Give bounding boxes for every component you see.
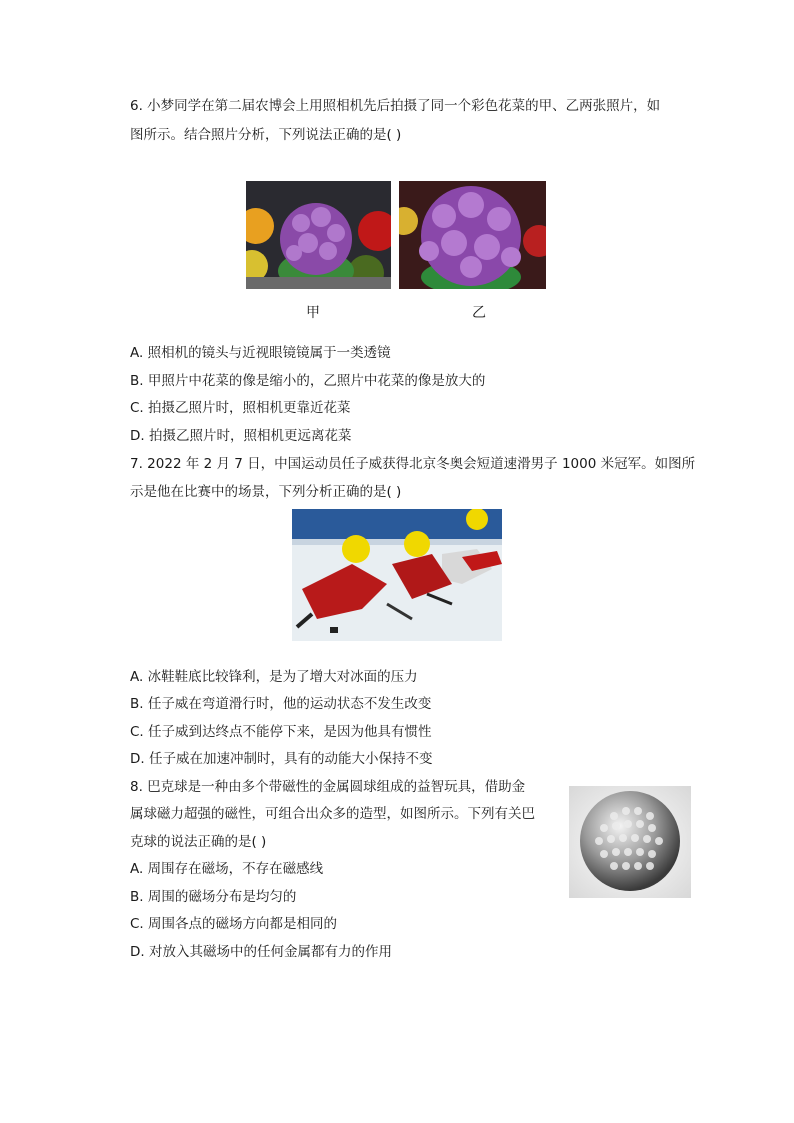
q6-option-d: D. 拍摄乙照片时，照相机更远离花菜 — [130, 428, 352, 444]
q7-option-d: D. 任子威在加速冲制时，具有的动能大小保持不变 — [130, 751, 433, 767]
q8-option-c: C. 周围各点的磁场方向都是相同的 — [130, 916, 338, 932]
speed-skating-photo — [292, 509, 502, 641]
q6-stem-line-2: 图所示。结合照片分析，下列说法正确的是( ) — [130, 127, 402, 143]
cauliflower-photo-yi — [399, 181, 546, 289]
q8-option-a: A. 周围存在磁场，不存在磁感线 — [130, 861, 324, 877]
q8-option-d: D. 对放入其磁场中的任何金属都有力的作用 — [130, 944, 392, 960]
cauliflower-photo-jia — [246, 181, 391, 289]
q6-option-b: B. 甲照片中花菜的像是缩小的，乙照片中花菜的像是放大的 — [130, 373, 486, 389]
bucky-ball-photo — [569, 786, 691, 898]
caption-jia: 甲 — [306, 305, 320, 321]
q7-option-b: B. 任子威在弯道滑行时，他的运动状态不发生改变 — [130, 696, 432, 712]
q7-option-c: C. 任子威到达终点不能停下来，是因为他具有惯性 — [130, 724, 432, 740]
caption-yi: 乙 — [472, 305, 486, 321]
q8-option-b: B. 周围的磁场分布是均匀的 — [130, 889, 297, 905]
q6-option-c: C. 拍摄乙照片时，照相机更靠近花菜 — [130, 400, 351, 416]
q6-stem-line-1: 6. 小梦同学在第二届农博会上用照相机先后拍摄了同一个彩色花菜的甲、乙两张照片，如 — [130, 98, 661, 114]
q8-stem-line-3: 克球的说法正确的是( ) — [130, 834, 267, 850]
q7-option-a: A. 冰鞋鞋底比较锋利，是为了增大对冰面的压力 — [130, 669, 418, 685]
q8-stem-line-1: 8. 巴克球是一种由多个带磁性的金属圆球组成的益智玩具，借助金 — [130, 779, 526, 795]
q7-stem-line-1: 7. 2022 年 2 月 7 日，中国运动员任子威获得北京冬奥会短道速滑男子 1000 米冠军。如图所 — [130, 456, 696, 472]
q6-option-a: A. 照相机的镜头与近视眼镜镜属于一类透镜 — [130, 345, 391, 361]
q8-stem-line-2: 属球磁力超强的磁性，可组合出众多的造型，如图所示。下列有关巴 — [130, 806, 535, 822]
q7-stem-line-2: 示是他在比赛中的场景，下列分析正确的是( ) — [130, 484, 402, 500]
